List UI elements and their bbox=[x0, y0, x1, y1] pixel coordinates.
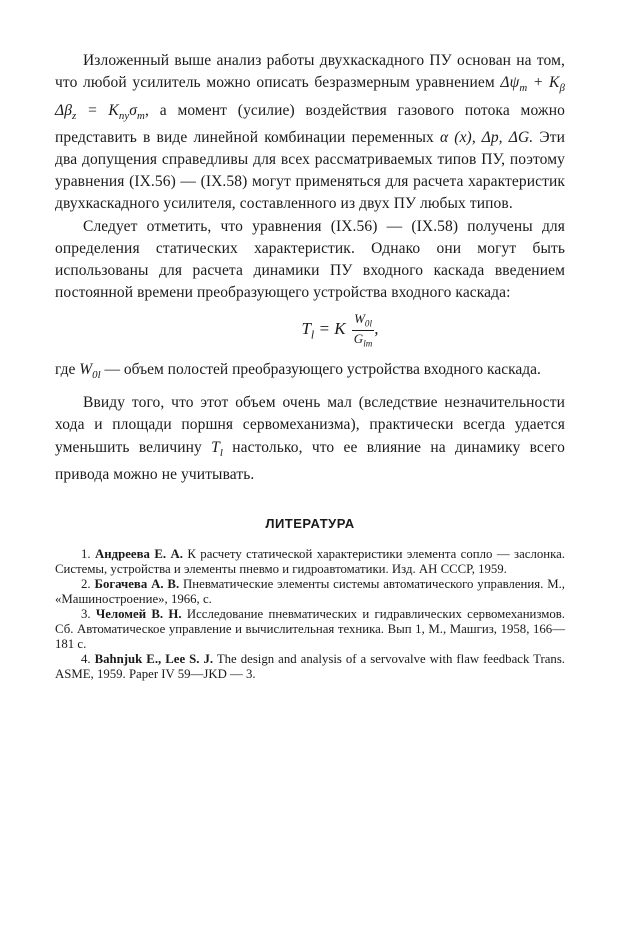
inline-equation: $\Delta\psi_m + K_\beta$ $\Delta\beta_z = K_{пу}\sigma_m$ bbox=[55, 74, 565, 122]
reference-item bbox=[55, 652, 565, 682]
formula-denominator bbox=[352, 331, 374, 349]
reference-item bbox=[55, 547, 565, 577]
reference-text: Пневматические элементы системы автоматического управления. М., «Машиностроение», 1966, с. bbox=[55, 577, 565, 606]
formula-lhs-sub: l bbox=[310, 327, 315, 342]
formula-equals: = K bbox=[314, 319, 350, 339]
formula-den-sub: lm bbox=[363, 338, 373, 349]
time-constant-formula bbox=[115, 312, 565, 348]
inline-equation-text: Δψ bbox=[500, 74, 520, 92]
reference-item bbox=[55, 607, 565, 652]
reference-item bbox=[55, 577, 565, 607]
page bbox=[55, 50, 565, 682]
formula-num-symbol: W bbox=[354, 311, 365, 327]
reference-text: Исследование пневматических и гидравлических сервомеханизмов. Сб. Автоматическое управление и вычислительная техника. Вып 1, М., Машгиз, 1958, 166—181 с. bbox=[55, 607, 566, 651]
where-symbol-sub: 0l bbox=[92, 368, 101, 381]
paragraph-3-text-a: Ввиду того, что этот объем очень мал (вследствие незначительности хода и площади поршня сервомеханизма), практически всегда удается уменьшить величину bbox=[55, 394, 565, 456]
reference-text: К расчету статической характеристики элемента сопло — заслонка. Системы, устройства и элементы пневмо и гидроавтоматики. Изд. АН СССР, 1959. bbox=[55, 547, 565, 576]
paragraph-1-text-a: Изложенный выше анализ работы двухкаскадного ПУ основан на том, что любой усилитель можно описать безразмерным уравнением bbox=[55, 52, 565, 92]
paragraph-3 bbox=[55, 392, 565, 486]
paragraph-3-text-b: настолько, что ее влияние на динамику всего привода можно не учитывать. bbox=[55, 438, 565, 483]
reference-number: 4. bbox=[81, 652, 91, 666]
formula-den-symbol: G bbox=[353, 331, 364, 347]
reference-text: The design and analysis of a servovalve with flaw feedback Trans. ASME, 1959. Paper IV 59—JKD — 3. bbox=[55, 652, 566, 681]
where-prefix: где bbox=[55, 360, 76, 378]
formula-lhs: T bbox=[301, 319, 311, 339]
references-title: ЛИТЕРАТУРА bbox=[265, 516, 355, 531]
paragraph-1-variables: α (x), Δp, ΔG. bbox=[439, 128, 534, 146]
formula-num-sub: 0l bbox=[364, 319, 372, 330]
reference-author: Челомей В. Н. bbox=[95, 607, 182, 621]
where-symbol bbox=[79, 360, 101, 381]
paragraph-1 bbox=[55, 50, 565, 216]
where-text: — объем полостей преобразующего устройства входного каскада. bbox=[100, 360, 541, 378]
where-clause bbox=[55, 359, 565, 386]
reference-number: 2. bbox=[81, 577, 91, 591]
references-list bbox=[55, 547, 565, 682]
reference-author: Богачева А. В. bbox=[94, 577, 180, 591]
formula-tail: , bbox=[374, 319, 379, 339]
reference-author: Bahnjuk E., Lee S. J. bbox=[94, 652, 214, 666]
reference-number: 1. bbox=[81, 547, 91, 561]
paragraph-2: Следует отметить, что уравнения (IX.56) — (IX.58) получены для определения статических характеристик. Однако они могут быть использованы для расчета динамики ПУ входного каскада введением постоянной времени преобразующего устройства входного каскада: bbox=[55, 217, 565, 302]
inline-symbol-tl: $T_l$ bbox=[211, 438, 223, 459]
formula-numerator bbox=[352, 312, 374, 331]
paragraph-1-text-b: , а момент (усилие) воздействия газового потока можно представить в виде линейной комбинации переменных bbox=[55, 101, 565, 146]
formula-fraction bbox=[352, 312, 374, 348]
where-symbol-letter: W bbox=[79, 360, 93, 378]
paragraph-1-text-c: Эти два допущения справедливы для всех рассматриваемых типов ПУ, поэтому уравнения (IX.56) — (IX.58) могут применяться для расчета характеристик двухкаскадного усилителя, составленного из двух ПУ любых типов. bbox=[55, 128, 565, 213]
reference-author: Андреева Е. А. bbox=[95, 547, 183, 561]
reference-number: 3. bbox=[81, 607, 91, 621]
